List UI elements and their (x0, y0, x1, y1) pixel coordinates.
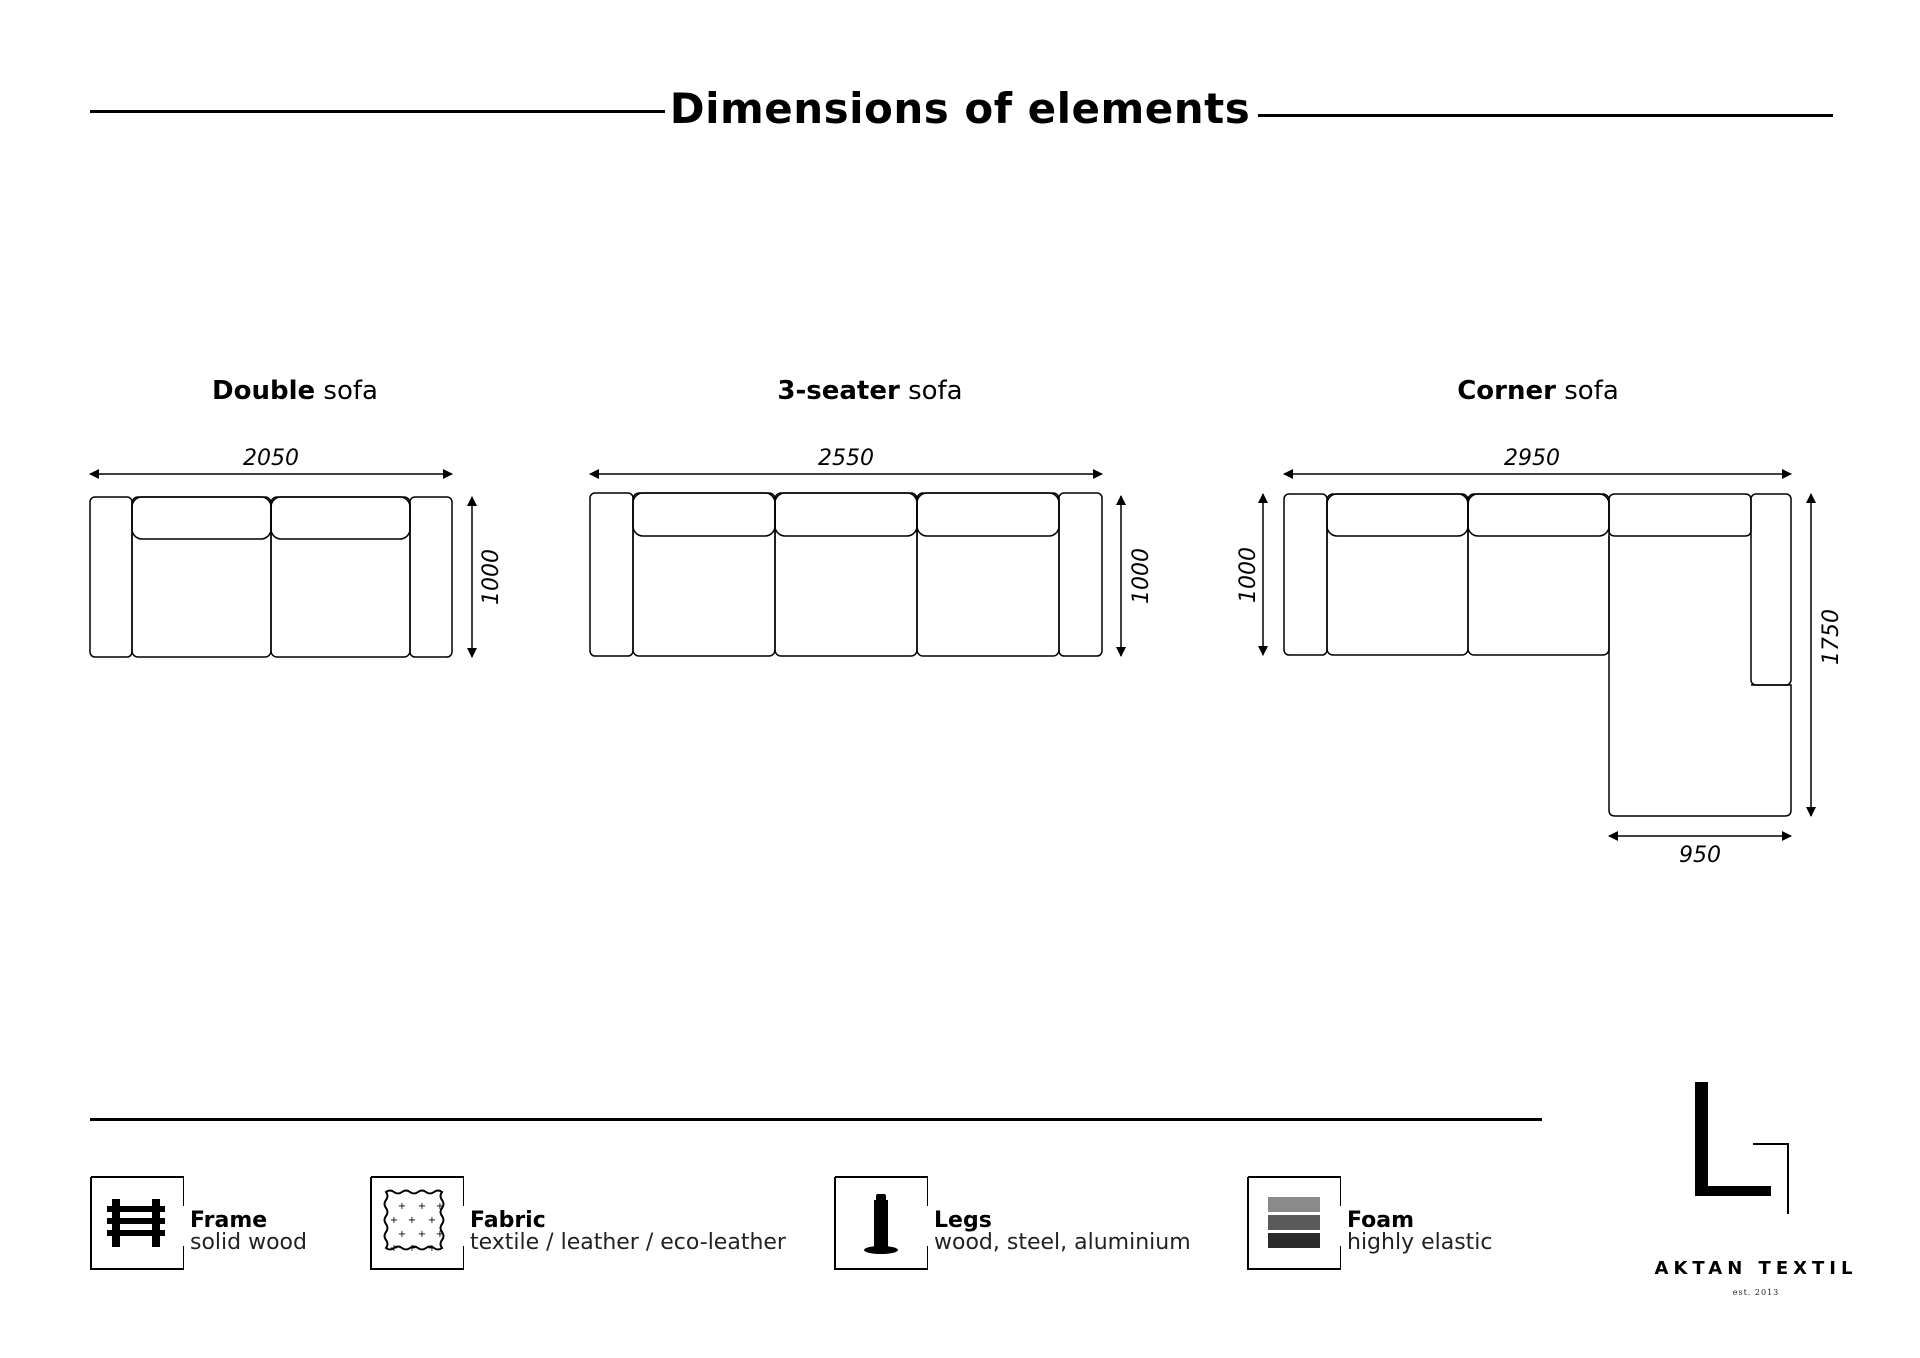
svg-text:+: + (397, 1201, 407, 1212)
dimension-width-double: 2050 (243, 446, 299, 471)
feature-desc: highly elastic (1347, 1230, 1493, 1255)
fabric-icon (370, 1176, 464, 1270)
3-seater-sofa-plan (590, 493, 1102, 656)
leg-icon (834, 1176, 928, 1270)
svg-text:+: + (435, 1201, 445, 1212)
feature-title: Foam (1347, 1208, 1415, 1233)
svg-text:+: + (407, 1215, 417, 1226)
dimension-width-3-seater: 2550 (818, 446, 874, 471)
sofa-label-bold: Corner (1457, 376, 1556, 406)
dimension-depth-double: 1000 (479, 549, 504, 605)
svg-text:+: + (407, 1243, 417, 1254)
svg-text:+: + (435, 1229, 445, 1240)
foam-icon (1247, 1176, 1341, 1270)
feature-text (934, 1210, 1191, 1254)
sofa-label-rest: sofa (1555, 376, 1619, 406)
sofa-label-rest: sofa (315, 376, 378, 406)
brand-logo (1652, 1078, 1852, 1218)
svg-text:+: + (389, 1243, 399, 1254)
svg-text:+: + (417, 1229, 427, 1240)
feature-title: Frame (190, 1208, 268, 1233)
sofa-label-bold: Double (212, 376, 316, 406)
brand-est: est. 2013 (1732, 1288, 1780, 1297)
feature-desc: wood, steel, aluminium (934, 1230, 1191, 1255)
svg-text:+: + (389, 1215, 399, 1226)
svg-text:+: + (427, 1243, 437, 1254)
dimension-chaise-width: 950 (1679, 843, 1721, 868)
feature-title: Legs (934, 1208, 992, 1233)
feature-text (190, 1210, 307, 1254)
sofa-label-bold: 3-seater (777, 376, 900, 406)
svg-text:+: + (427, 1215, 437, 1226)
feature-desc: solid wood (190, 1230, 307, 1255)
feature-text (1347, 1210, 1493, 1254)
feature-desc: textile / leather / eco-leather (470, 1230, 786, 1255)
svg-text:+: + (397, 1229, 407, 1240)
dimension-chaise-length: 1750 (1819, 609, 1844, 665)
feature-text (470, 1210, 786, 1254)
page-title: Dimensions of elements (669, 84, 1251, 133)
feature-title: Fabric (470, 1208, 546, 1233)
dimension-depth-corner: 1000 (1236, 547, 1261, 603)
brand-name: AKTAN TEXTIL (1654, 1258, 1858, 1279)
dimension-depth-3-seater: 1000 (1129, 548, 1154, 604)
sofa-label-rest: sofa (899, 376, 963, 406)
svg-text:+: + (417, 1201, 427, 1212)
dimension-width-corner: 2950 (1504, 446, 1560, 471)
frame-icon (90, 1176, 184, 1270)
double-sofa-plan (90, 497, 452, 657)
corner-sofa-plan (1284, 494, 1791, 816)
footer-rule (90, 1118, 1542, 1121)
